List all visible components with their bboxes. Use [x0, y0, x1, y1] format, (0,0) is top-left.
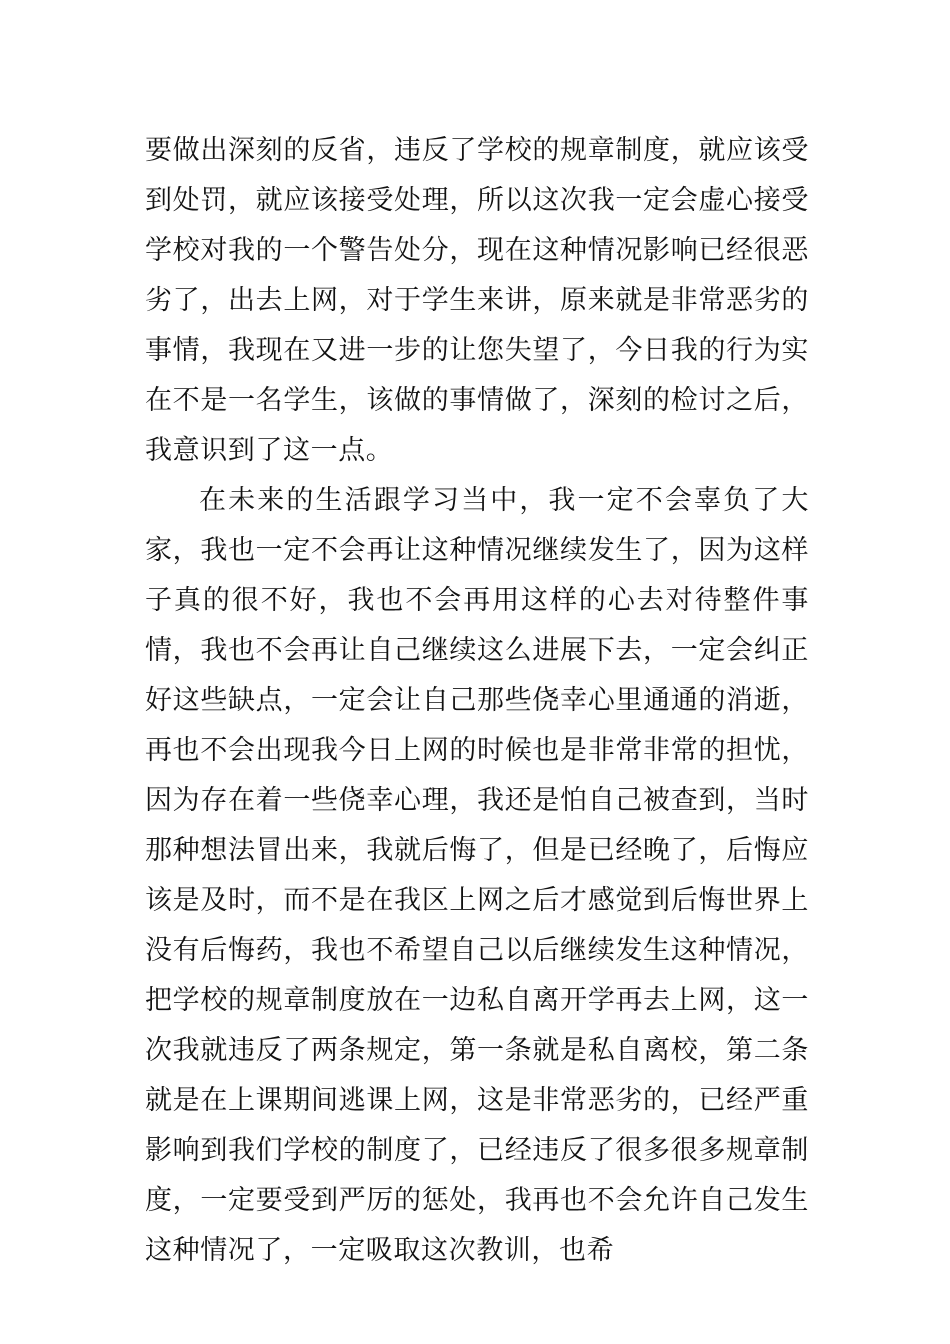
- paragraph-1: 要做出深刻的反省，违反了学校的规章制度，就应该受到处罚，就应该接受处理，所以这次我一定会虚心接受学校对我的一个警告处分，现在这种情况影响已经很恶劣了，出去上网，对于学生来讲，原来就是非常恶劣的事情，我现在又进一步的让您失望了，今日我的行为实在不是一名学生，该做的事情做了，深刻的检讨之后，我意识到了这一点。: [145, 135, 809, 466]
- paragraph-2: 在未来的生活跟学习当中，我一定不会辜负了大家，我也一定不会再让这种情况继续发生了，因为这样子真的很不好，我也不会再用这样的心去对待整件事情，我也不会再让自己继续这么进展下去，一定会纠正好这些缺点，一定会让自己那些侥幸心里通通的消逝，再也不会出现我今日上网的时候也是非常非常的担忧，因为存在着一些侥幸心理，我还是怕自己被查到，当时那种想法冒出来，我就后悔了，但是已经晚了，后悔应该是及时，而不是在我区上网之后才感觉到后悔世界上没有后悔药，我也不希望自己以后继续发生这种情况，把学校的规章制度放在一边私自离开学再去上网，这一次我就违反了两条规定，第一条就是私自离校，第二条就是在上课期间逃课上网，这是非常恶劣的，已经严重影响到我们学校的制度了，已经违反了很多很多规章制度，一定要受到严厉的惩处，我再也不会允许自己发生这种情况了，一定吸取这次教训，也希: [145, 485, 809, 1266]
- document-body: [145, 126, 809, 1276]
